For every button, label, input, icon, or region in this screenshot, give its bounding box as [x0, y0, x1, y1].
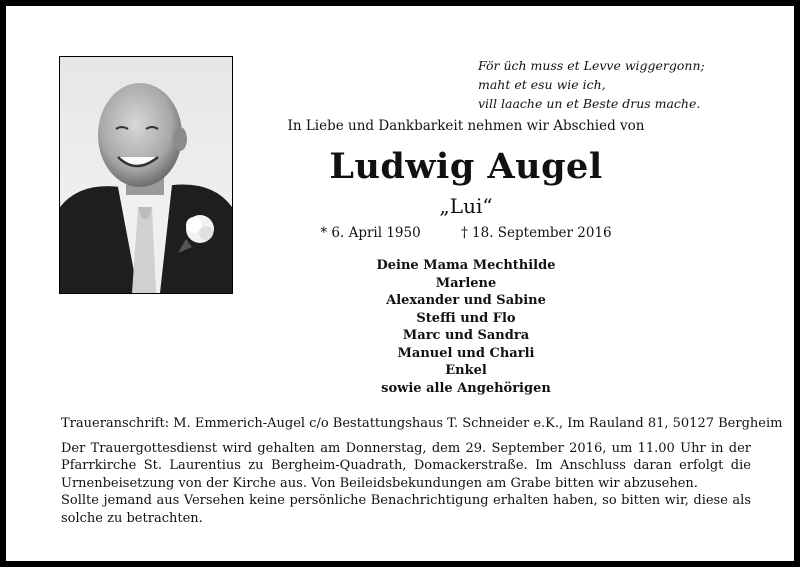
- quote-block: [478, 56, 738, 113]
- mourner-line: Deine Mama Mechthilde: [376, 258, 556, 273]
- intro-text: In Liebe und Dankbarkeit nehmen wir Abschied von: [287, 118, 645, 134]
- quote-line: maht et esu wie ich,: [478, 77, 606, 92]
- mourners-list: [246, 257, 686, 397]
- quote-line: För üch muss et Levve wiggergonn;: [478, 58, 705, 73]
- mourner-line: Marlene: [435, 275, 497, 291]
- death-date: † 18. September 2016: [461, 225, 612, 241]
- mourning-address: Traueranschrift: M. Emmerich-Augel c/o Bestattungshaus T. Schneider e.K., Im Rauland 81, 50127 Bergheim: [61, 416, 783, 431]
- portrait-image: [60, 57, 232, 293]
- mourner-line: Manuel und Charli: [397, 345, 535, 361]
- mourner-line: Enkel: [445, 363, 487, 378]
- portrait-photo: [60, 57, 232, 293]
- service-info: Der Trauergottesdienst wird gehalten am Donnerstag, dem 29. September 2016, um 11.00 Uhr in der Pfarrkirche St. Laurentius zu Bergheim-Quadrath, Domackerstraße. Im Anschluss daran erfolgt die Urnenbeisetzung von der Kirche aus. Von Beileidsbekundungen am Grabe bitten wir abzusehen.: [61, 440, 751, 491]
- life-dates: [246, 225, 686, 241]
- mourner-line: Marc und Sandra: [402, 328, 530, 343]
- deceased-nickname: „Lui“: [439, 194, 493, 218]
- deceased-name: Ludwig Augel: [329, 146, 603, 187]
- mourner-line: sowie alle Angehörigen: [381, 380, 551, 396]
- mourner-line: Steffi und Flo: [416, 310, 516, 326]
- quote-line: vill laache un et Beste drus mache.: [478, 96, 701, 111]
- notification-notice: Sollte jemand aus Versehen keine persönliche Benachrichtigung erhalten haben, so bitten wir, diese als solche zu betrachten.: [61, 493, 751, 526]
- birth-date: * 6. April 1950: [320, 225, 421, 241]
- mourner-line: Alexander und Sabine: [386, 293, 546, 308]
- footer-notes: [61, 415, 783, 527]
